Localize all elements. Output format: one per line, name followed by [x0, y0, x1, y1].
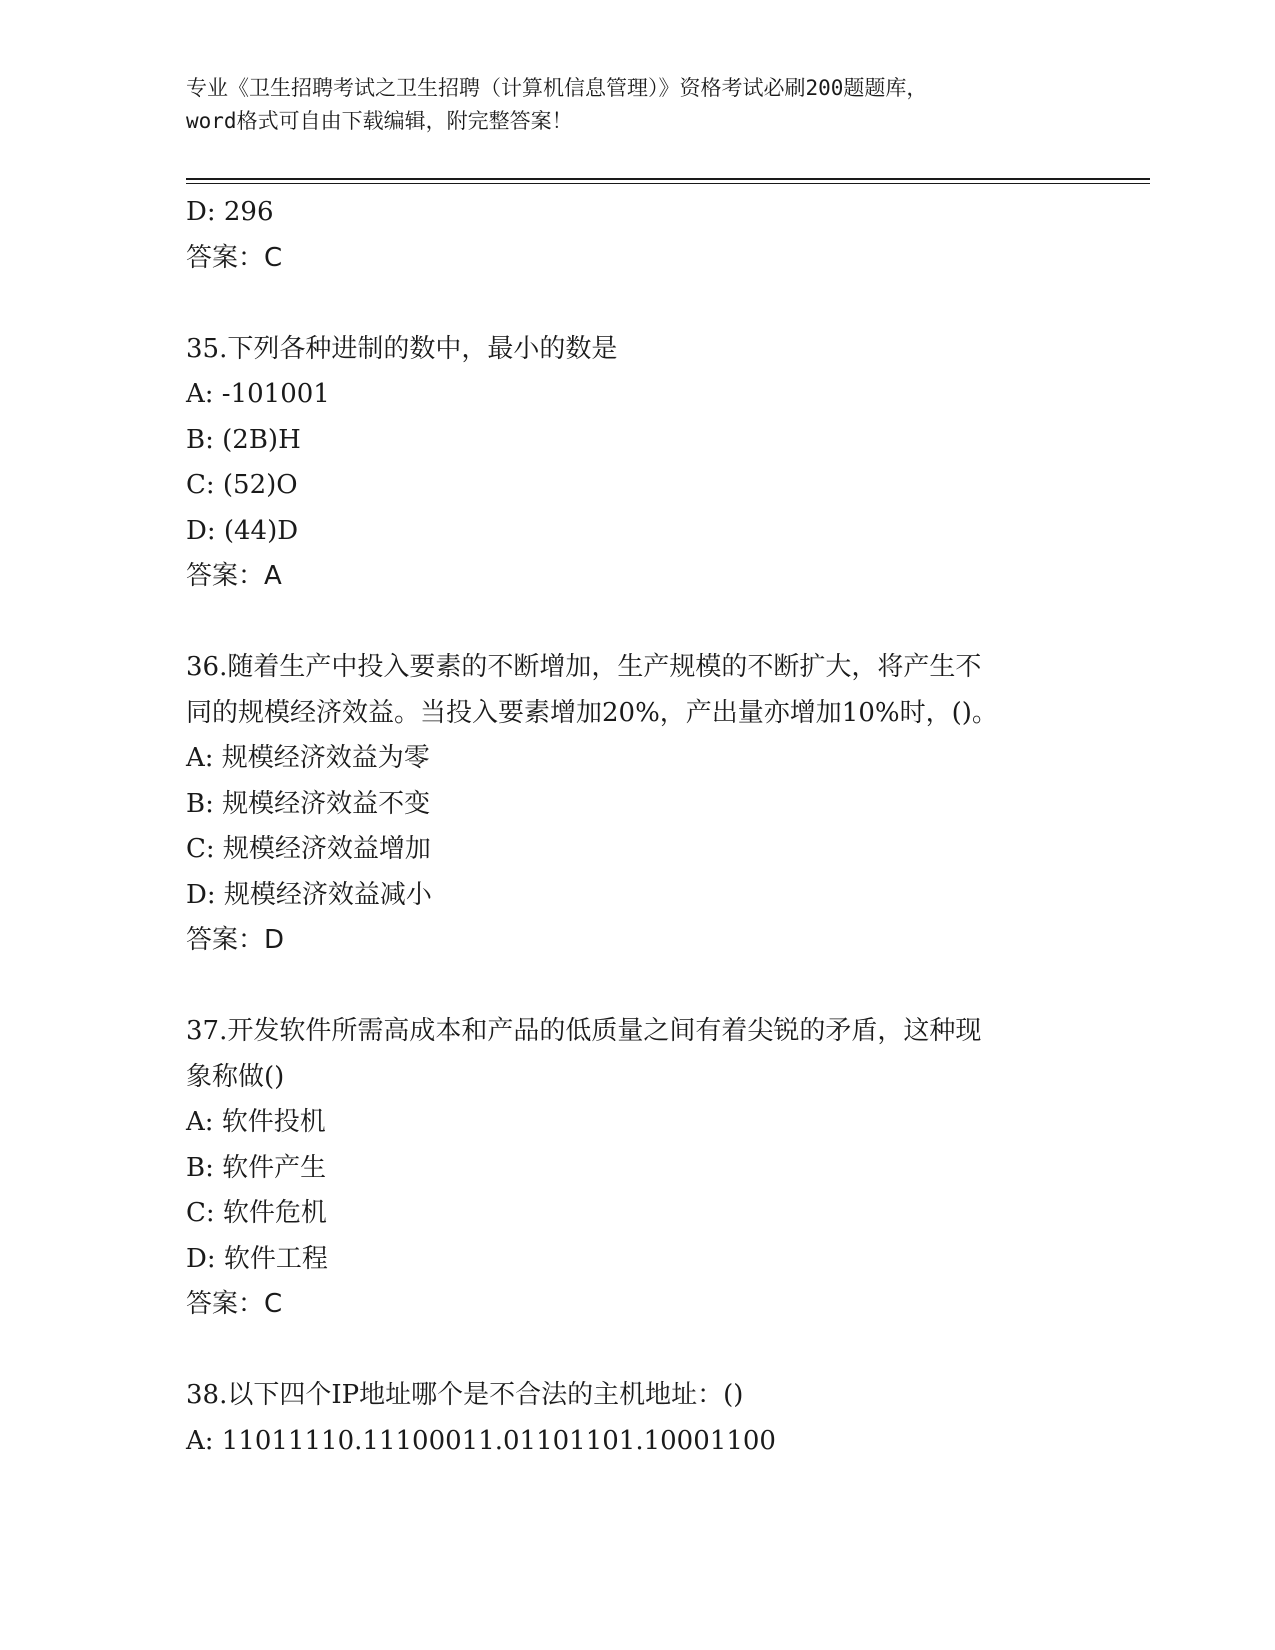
header-title-line-1: 专业《卫生招聘考试之卫生招聘（计算机信息管理）》资格考试必刷200题题库，: [186, 76, 928, 100]
option-c: C: 规模经济效益增加: [186, 834, 431, 864]
option-a: A: 11011110.11100011.01101101.10001100: [186, 1425, 776, 1456]
spacer: [186, 600, 1086, 646]
option-d: D: 296: [186, 197, 274, 227]
document-body: [186, 190, 1086, 1464]
option-b: B: (2B)H: [186, 424, 301, 455]
option-a: A: -101001: [186, 379, 330, 409]
document-header: [186, 72, 1066, 138]
answer: 答案：C: [186, 242, 283, 273]
question-text: 35.下列各种进制的数中，最小的数是: [186, 333, 618, 364]
option-d: D: 软件工程: [186, 1243, 328, 1274]
question-36: [186, 645, 1086, 964]
answer: 答案：D: [186, 925, 285, 955]
header-title-line-2: word格式可自由下载编辑，附完整答案！: [186, 109, 573, 133]
spacer: [186, 281, 1086, 327]
question-text-line-2: 象称做(): [186, 1061, 285, 1092]
header-divider-thin: [186, 183, 1150, 184]
header-divider-thick: [186, 178, 1150, 180]
option-a: A: 规模经济效益为零: [186, 743, 430, 773]
question-text-line-2: 同的规模经济效益。当投入要素增加20%，产出量亦增加10%时，()。: [186, 697, 998, 728]
question-text-line-1: 36.随着生产中投入要素的不断增加，生产规模的不断扩大，将产生不: [186, 652, 982, 682]
option-c: C: (52)O: [186, 470, 298, 500]
option-a: A: 软件投机: [186, 1107, 326, 1137]
option-c: C: 软件危机: [186, 1198, 327, 1228]
question-text: 38.以下四个IP地址哪个是不合法的主机地址：(): [186, 1380, 744, 1410]
question-38: [186, 1373, 1086, 1464]
spacer: [186, 964, 1086, 1010]
question-35: [186, 327, 1086, 600]
option-b: B: 软件产生: [186, 1152, 327, 1183]
option-d: D: 规模经济效益减小: [186, 879, 432, 910]
option-b: B: 规模经济效益不变: [186, 788, 431, 819]
option-d: D: (44)D: [186, 515, 299, 546]
question-text-line-1: 37.开发软件所需高成本和产品的低质量之间有着尖锐的矛盾，这种现: [186, 1016, 982, 1046]
question-34-tail: [186, 190, 1086, 281]
answer: 答案：C: [186, 1289, 283, 1319]
answer: 答案：A: [186, 561, 282, 591]
question-37: [186, 1009, 1086, 1328]
spacer: [186, 1328, 1086, 1374]
